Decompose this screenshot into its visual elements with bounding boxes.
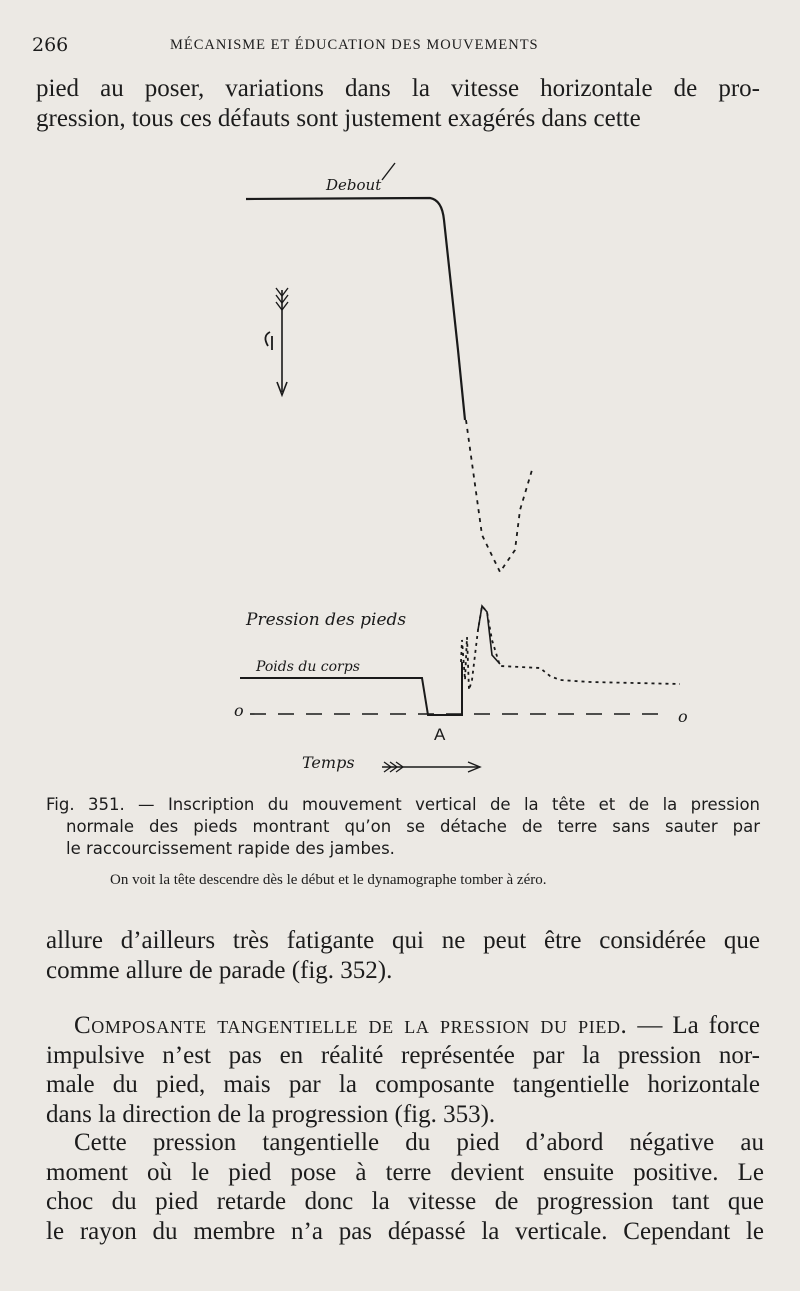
label-poids: Poids du corps	[256, 659, 360, 675]
time-arrow-icon	[382, 762, 480, 772]
text-line: dans la direction de la progression (fig. 353).	[46, 1100, 496, 1128]
paragraph-cette	[46, 1128, 764, 1246]
heading-continuation: — La force	[627, 1012, 760, 1039]
label-zero-left: o	[234, 701, 244, 720]
vertical-arrow-icon	[265, 288, 288, 395]
caption-line: normale des pieds montrant qu’on se détache de terre sans sauter par	[66, 817, 760, 836]
text-line: comme allure de parade (fig. 352).	[46, 956, 393, 984]
text-line	[46, 1011, 760, 1041]
caption-line-text: Inscription du mouvement vertical de la tête et de la pression	[167, 795, 761, 814]
section-heading: Composante tangentielle de la pression du pied.	[74, 1012, 628, 1039]
figure-drawing	[210, 150, 730, 790]
text-line: male du pied, mais par la composante tangentielle horizontale	[46, 1071, 760, 1098]
page-number: 266	[32, 34, 69, 56]
figure-caption	[46, 794, 760, 860]
label-temps: Temps	[302, 753, 355, 772]
caption-note: On voit la tête descendre dès le début et le dynamographe tomber à zéro.	[110, 872, 547, 888]
figure-351	[210, 150, 730, 790]
text-line: moment où le pied pose à terre devient ensuite positive. Le	[46, 1158, 764, 1186]
text-line: Cette pression tangentielle du pied d’abord négative au	[74, 1129, 764, 1156]
running-head	[32, 34, 772, 58]
paragraph-allure	[46, 926, 760, 985]
text-line: impulsive n’est pas en réalité représentée par la pression nor-	[46, 1041, 760, 1069]
label-zero-right: o	[678, 707, 688, 726]
pressure-trace	[461, 606, 680, 690]
label-point-a: A	[434, 725, 446, 744]
head-trace-dotted	[466, 420, 532, 572]
intro-paragraph	[36, 74, 760, 133]
caption-figure-label: Fig. 351. —	[46, 795, 155, 814]
label-pression: Pression des pieds	[246, 610, 407, 630]
text-line: gression, tous ces défauts sont justement exagérés dans cette	[36, 104, 641, 132]
text-line: le rayon du membre n’a pas dépassé la verticale. Cependant le	[46, 1217, 764, 1245]
text-line: allure d’ailleurs très fatigante qui ne peut être considérée que	[46, 927, 760, 954]
text-line: pied au poser, variations dans la vitesse horizontale de pro-	[36, 75, 760, 102]
caption-line	[46, 794, 760, 816]
label-debout: Debout	[326, 176, 382, 194]
caption-line: le raccourcissement rapide des jambes.	[66, 839, 395, 858]
running-title: MÉCANISME ET ÉDUCATION DES MOUVEMENTS	[170, 37, 539, 53]
paragraph-composante	[46, 1011, 760, 1129]
text-line: choc du pied retarde donc la vitesse de progression tant que	[46, 1188, 764, 1215]
